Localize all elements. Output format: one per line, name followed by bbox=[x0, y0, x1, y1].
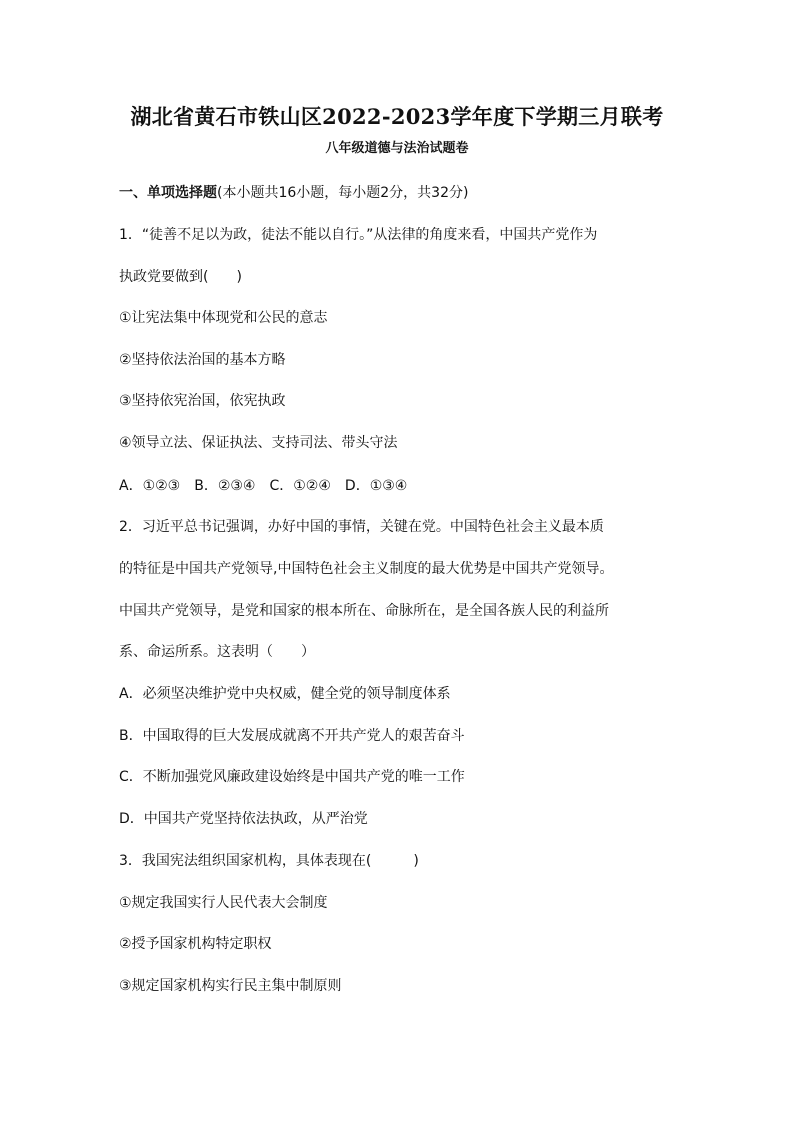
question-2-option-d: D．中国共产党坚持依法执政，从严治党 bbox=[119, 811, 368, 827]
question-2-stem-line-3: 中国共产党领导，是党和国家的根本所在、命脉所在，是全国各族人民的利益所 bbox=[119, 603, 609, 619]
question-2-option-c: C．不断加强党风廉政建设始终是中国共产党的唯一工作 bbox=[119, 769, 465, 785]
section-heading: 一、单项选择题 bbox=[119, 185, 217, 201]
section-note: (本小题共16小题，每小题2分，共32分) bbox=[217, 185, 469, 201]
question-1-item-1: ①让宪法集中体现党和公民的意志 bbox=[119, 310, 328, 326]
question-1-item-3: ③坚持依宪治国，依宪执政 bbox=[119, 393, 286, 409]
question-1-choices: A．①②③ B．②③④ C．①②④ D．①③④ bbox=[119, 478, 408, 494]
question-3-item-1: ①规定我国实行人民代表大会制度 bbox=[119, 895, 328, 911]
exam-subtitle: 八年级道德与法治试题卷 bbox=[325, 141, 469, 156]
question-1-item-4: ④领导立法、保证执法、支持司法、带头守法 bbox=[119, 435, 398, 451]
question-3-stem-line-1: 3．我国宪法组织国家机构，具体表现在( ) bbox=[119, 853, 419, 869]
question-2-stem-line-2: 的特征是中国共产党领导,中国特色社会主义制度的最大优势是中国共产党领导。 bbox=[119, 561, 614, 577]
question-2-option-a: A．必须坚决维护党中央权威，健全党的领导制度体系 bbox=[119, 686, 451, 702]
question-2-stem-line-4: 系、命运所系。这表明（ ） bbox=[119, 644, 315, 660]
question-1-stem-line-1: 1．“徒善不足以为政，徒法不能以自行。”从法律的角度来看，中国共产党作为 bbox=[119, 227, 598, 243]
section-heading-line bbox=[119, 184, 719, 202]
question-1-stem-line-2: 执政党要做到( ) bbox=[119, 269, 242, 285]
exam-title: 湖北省黄石市铁山区2022-2023学年度下学期三月联考 bbox=[130, 104, 664, 129]
question-3-item-2: ②授予国家机构特定职权 bbox=[119, 936, 272, 952]
question-1-item-2: ②坚持依法治国的基本方略 bbox=[119, 352, 286, 368]
question-2-option-b: B．中国取得的巨大发展成就离不开共产党人的艰苦奋斗 bbox=[119, 728, 465, 744]
question-3-item-3: ③规定国家机构实行民主集中制原则 bbox=[119, 978, 342, 994]
question-2-stem-line-1: 2．习近平总书记强调，办好中国的事情，关键在党。中国特色社会主义最本质 bbox=[119, 519, 604, 535]
